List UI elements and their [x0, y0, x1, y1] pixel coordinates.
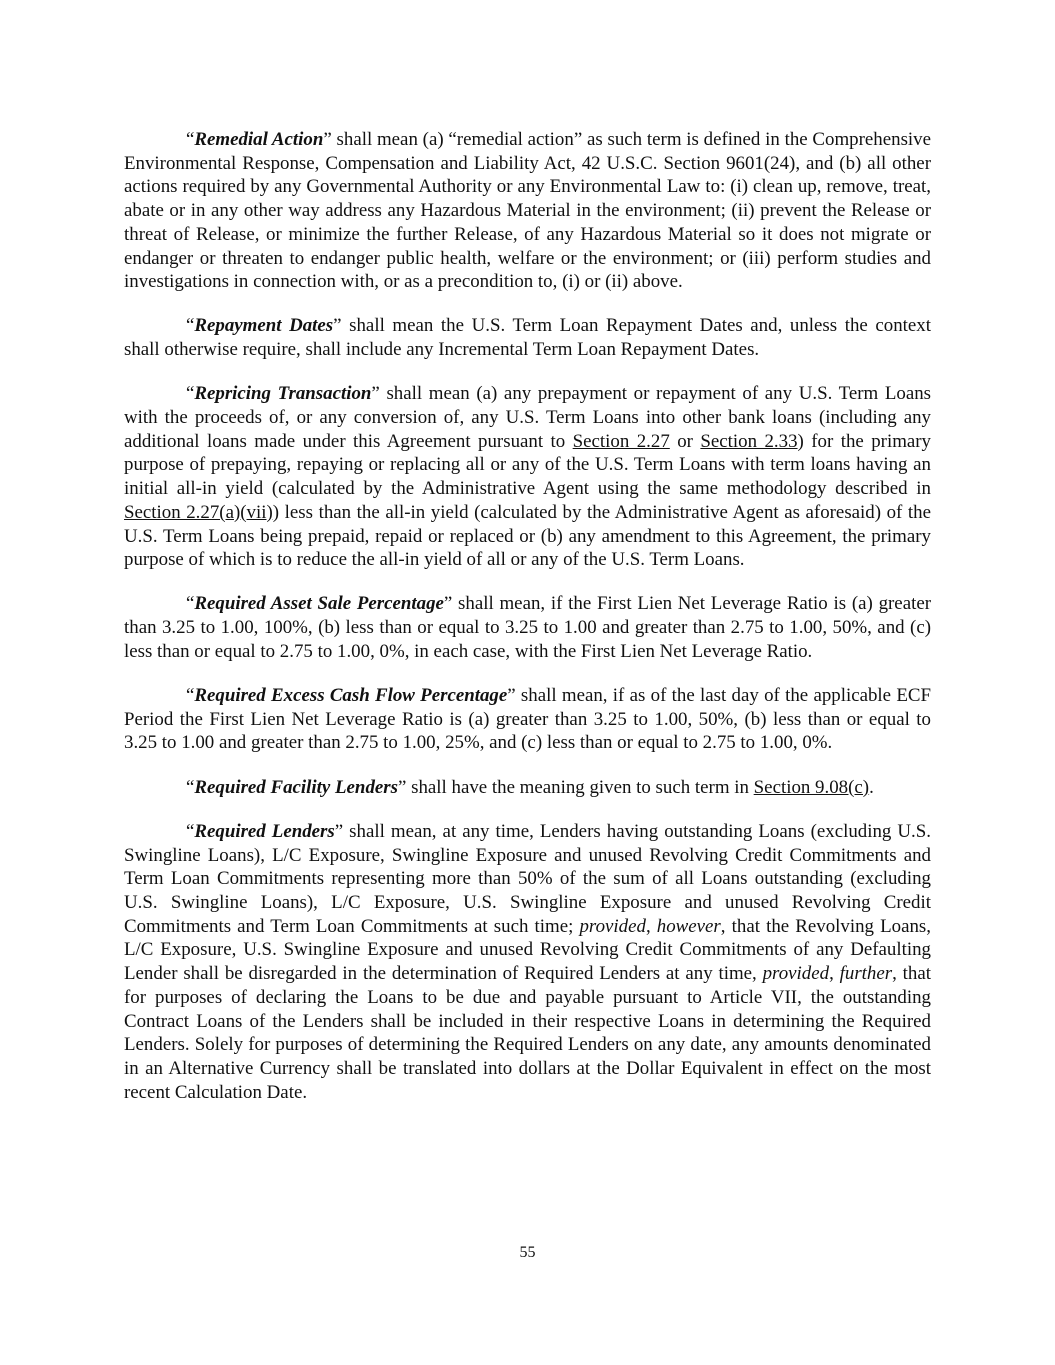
defined-term: Required Excess Cash Flow Percentage: [194, 685, 508, 707]
proviso-word: provided: [579, 915, 646, 937]
open-quote: “: [186, 593, 195, 615]
defined-term: Remedial Action: [194, 129, 324, 150]
definition-text: or: [669, 430, 701, 452]
definition-required-excess-cash-flow-percentage: [124, 684, 931, 755]
section-reference: Section 9.08(c): [753, 776, 870, 798]
definition-text: ” shall mean (a) any prepayment or repayment of any U.S. Term Loans with the proceeds of, or any conversion of, any U.S. Term Loans into other bank loans (including any additional loans made under this Agreement pursuant to: [124, 383, 931, 452]
document-page: [124, 128, 931, 1125]
proviso-word: further: [839, 963, 893, 985]
proviso-word: however: [656, 915, 721, 937]
page-number: 55: [519, 1244, 536, 1261]
definition-required-asset-sale-percentage: [124, 592, 931, 663]
section-reference: Section 2.27: [572, 430, 670, 452]
definition-text: ,: [645, 915, 657, 937]
open-quote: “: [186, 315, 195, 337]
definition-text: , that for purposes of declaring the Loans to be due and payable pursuant to Article VII, the outstanding Contract Loans of the Lenders shall be included in their respective Loans in determining the Required Lenders. Solely for purposes of determining the Required Lenders on any date, any amounts denominated in an Alternative Currency shall be translated into dollars at the Dollar Equivalent in effect on the most recent Calculation Date.: [124, 963, 931, 1103]
definition-text: ) for the primary purpose of prepaying, repaying or replacing all or any of the U.S. Term Loans with term loans having an initial all-in yield (calculated by the Administrative Agent using the same methodology described in: [124, 430, 932, 500]
open-quote: “: [186, 129, 195, 150]
definition-remedial-action: [124, 128, 931, 294]
open-quote: “: [186, 776, 195, 798]
definition-required-lenders: [124, 820, 931, 1104]
definition-required-facility-lenders: [124, 776, 931, 800]
defined-term: Required Facility Lenders: [194, 776, 398, 798]
definition-repricing-transaction: [124, 382, 931, 572]
defined-term: Required Asset Sale Percentage: [194, 593, 444, 615]
definition-text: ” shall have the meaning given to such term in: [397, 776, 754, 798]
definition-text: ” shall mean the U.S. Term Loan Repayment Dates and, unless the context shall otherwise require, shall include any Incremental Term Loan Repayment Dates.: [124, 315, 931, 361]
definition-text: ” shall mean, at any time, Lenders having outstanding Loans (excluding U.S. Swingline Loans), L/C Exposure, Swingline Exposure and unused Revolving Credit Commitments and Term Loan Commitments representing more than 50% of the sum of all Loans outstanding (excluding U.S. Swingline Loans), L/C Exposure, U.S. Swingline Exposure and unused Revolving Credit Commitments and Term Loan Commitments at such time;: [124, 820, 931, 937]
definition-text: ” shall mean, if the First Lien Net Leverage Ratio is (a) greater than 3.25 to 1.00, 100%, (b) less than or equal to 3.25 to 1.00 and greater than 2.75 to 1.00, 50%, and (c) less than or equal to 2.75 to 1.00, 0%, in each case, with the First Lien Net Leverage Ratio.: [124, 593, 931, 662]
open-quote: “: [186, 820, 195, 842]
definition-text: .: [869, 776, 874, 798]
section-reference: Section 2.33: [700, 430, 798, 452]
open-quote: “: [186, 383, 195, 405]
defined-term: Repayment Dates: [194, 315, 334, 337]
open-quote: “: [186, 685, 195, 707]
proviso-word: provided: [762, 963, 830, 985]
section-reference: Section 2.27(a)(vii): [124, 501, 273, 523]
defined-term: Repricing Transaction: [194, 383, 372, 405]
definition-repayment-dates: [124, 314, 931, 361]
definition-text: ” shall mean (a) “remedial action” as such term is defined in the Comprehensive Environmental Response, Compensation and Liability Act, 42 U.S.C. Section 9601(24), and (b) all other actions required by any Governmental Authority or any Environmental Law to: (i) clean up, remove, treat, abate or in any other way address any Hazardous Material in the environment; (ii) prevent the Release or threat of Release, or minimize the further Release, of any Hazardous Material so it does not migrate or endanger or threaten to endanger public health, welfare or the environment; or (iii) perform studies and investigations in connection with, or as a precondition to, (i) or (ii) above.: [124, 129, 931, 293]
definition-text: ) less than the all-in yield (calculated by the Administrative Agent as aforesaid) of the U.S. Term Loans being prepaid, repaid or replaced or (b) any amendment to this Agreement, the primary purpose of which is to reduce the all-in yield of all or any of the U.S. Term Loans.: [124, 501, 932, 571]
definition-text: , that the Revolving Loans, L/C Exposure, U.S. Swingline Exposure and unused Revolving Credit Commitments of any Defaulting Lender shall be disregarded in the determination of Required Lenders at any time,: [124, 915, 931, 985]
definition-text: ,: [829, 963, 840, 985]
definition-text: ” shall mean, if as of the last day of the applicable ECF Period the First Lien Net Leverage Ratio is (a) greater than 3.25 to 1.00, 50%, (b) less than or equal to 3.25 to 1.00 and greater than 2.75 to 1.00, 25%, and (c) less than or equal to 2.75 to 1.00, 0%.: [124, 685, 931, 754]
defined-term: Required Lenders: [194, 820, 335, 842]
